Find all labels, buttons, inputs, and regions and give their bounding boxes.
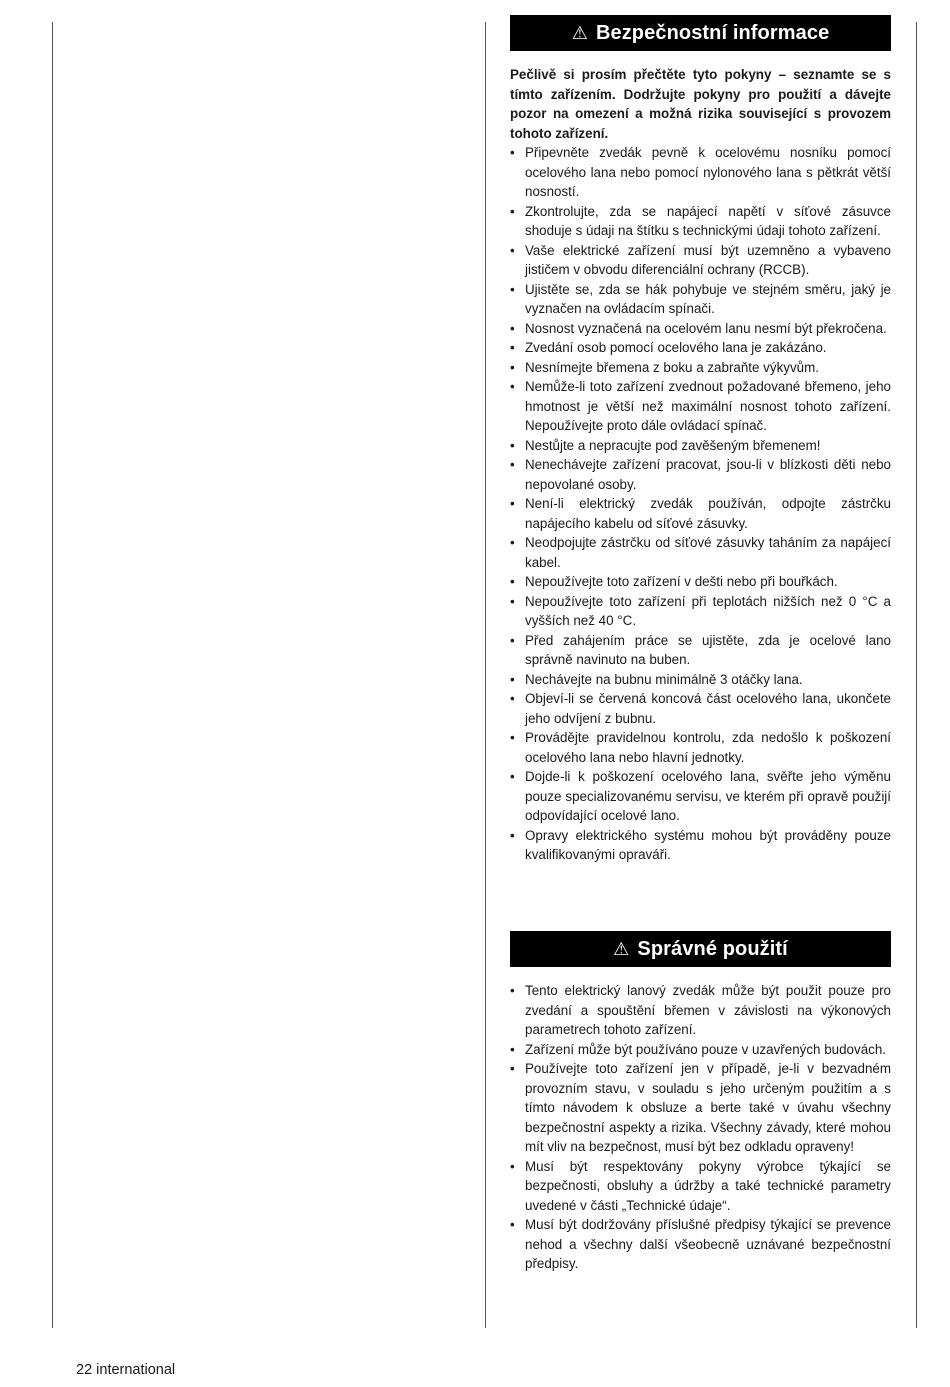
safety-banner bbox=[510, 15, 891, 51]
list-item: • Objeví-li se červená koncová část ocelového lana, ukončete jeho odvíjení z bubnu. bbox=[510, 689, 891, 728]
list-item: • Provádějte pravidelnou kontrolu, zda nedošlo k poškození ocelového lana nebo hlavní jednotky. bbox=[510, 728, 891, 767]
usage-list bbox=[510, 981, 891, 1274]
warning-triangle-icon: ⚠ bbox=[571, 22, 588, 43]
list-item: • Nechávejte na bubnu minimálně 3 otáčky lana. bbox=[510, 670, 891, 690]
list-item: • Nestůjte a nepracujte pod zavěšeným břemenem! bbox=[510, 436, 891, 456]
list-item: • Tento elektrický lanový zvedák může být použit pouze pro zvedání a spouštění břemen v závislosti na výkonových parametrech tohoto zařízení. bbox=[510, 981, 891, 1040]
list-item: • Není-li elektrický zvedák používán, odpojte zástrčku napájecího kabelu od síťové zásuvky. bbox=[510, 494, 891, 533]
list-item: • Nepoužívejte toto zařízení v dešti nebo při bouřkách. bbox=[510, 572, 891, 592]
list-item: • Zkontrolujte, zda se napájecí napětí v síťové zásuvce shoduje s údaji na štítku s technickými údaji tohoto zařízení. bbox=[510, 202, 891, 241]
warning-triangle-icon: ⚠ bbox=[613, 938, 630, 959]
list-item: • Nesnímejte břemena z boku a zabraňte výkyvům. bbox=[510, 358, 891, 378]
safety-list bbox=[510, 143, 891, 865]
list-item: • Používejte toto zařízení jen v případě, je-li v bezvadném provozním stavu, v souladu s jeho určeným použitím a s tímto návodem k obsluze a berte také v úvahu všechny bezpečnostní aspekty a rizika. Všechny závady, které mohou mít vliv na bezpečnost, musí být bez odkladu opraveny! bbox=[510, 1059, 891, 1157]
list-item: • Zvedání osob pomocí ocelového lana je zakázáno. bbox=[510, 338, 891, 358]
list-item: • Ujistěte se, zda se hák pohybuje ve stejném směru, jaký je vyznačen na ovládacím spínači. bbox=[510, 280, 891, 319]
list-item: • Dojde-li k poškození ocelového lana, svěřte jeho výměnu pouze specializovanému servisu, ve kterém při opravě použijí odpovídající ocelové lano. bbox=[510, 767, 891, 826]
column-rule-left bbox=[52, 22, 53, 1328]
list-item: • Musí být dodržovány příslušné předpisy týkající se prevence nehod a všechny další všeobecně uznávané bezpečnostní předpisy. bbox=[510, 1215, 891, 1274]
safety-title: Bezpečnostní informace bbox=[595, 21, 830, 44]
list-item: • Nenechávejte zařízení pracovat, jsou-li v blízkosti děti nebo nepovolané osoby. bbox=[510, 455, 891, 494]
page-footer: 22 international bbox=[76, 1362, 176, 1378]
column-rule-middle bbox=[485, 22, 486, 1328]
list-item: • Nepoužívejte toto zařízení při teplotách nižších než 0 °C a vyšších než 40 °C. bbox=[510, 592, 891, 631]
list-item: • Vaše elektrické zařízení musí být uzemněno a vybaveno jističem v obvodu diferenciální ochrany (RCCB). bbox=[510, 241, 891, 280]
usage-title: Správné použití bbox=[637, 937, 788, 960]
list-item: • Opravy elektrického systému mohou být prováděny pouze kvalifikovanými opraváři. bbox=[510, 826, 891, 865]
list-item: • Před zahájením práce se ujistěte, zda je ocelové lano správně navinuto na buben. bbox=[510, 631, 891, 670]
usage-banner bbox=[510, 931, 891, 967]
list-item: • Připevněte zvedák pevně k ocelovému nosníku pomocí ocelového lana nebo pomocí nylonového lana s pětkrát větší nosností. bbox=[510, 143, 891, 202]
list-item: • Zařízení může být používáno pouze v uzavřených budovách. bbox=[510, 1040, 891, 1060]
safety-section bbox=[510, 15, 891, 865]
safety-intro: Pečlivě si prosím přečtěte tyto pokyny – seznamte se s tímto zařízením. Dodržujte pokyny pro použití a dávejte pozor na omezení a možná rizika související s provozem tohoto zařízení. bbox=[510, 67, 891, 141]
usage-section bbox=[510, 931, 891, 1274]
list-item: • Musí být respektovány pokyny výrobce týkající se bezpečnosti, obsluhy a údržby a také technické parametry uvedené v části „Technické údaje“. bbox=[510, 1157, 891, 1216]
list-item: • Nemůže-li toto zařízení zvednout požadované břemeno, jeho hmotnost je větší než maximální nosnost tohoto zařízení. Nepoužívejte proto dále ovládací spínač. bbox=[510, 377, 891, 436]
column-rule-right bbox=[916, 22, 917, 1328]
list-item: • Nosnost vyznačená na ocelovém lanu nesmí být překročena. bbox=[510, 319, 891, 339]
list-item: • Neodpojujte zástrčku od síťové zásuvky taháním za napájecí kabel. bbox=[510, 533, 891, 572]
